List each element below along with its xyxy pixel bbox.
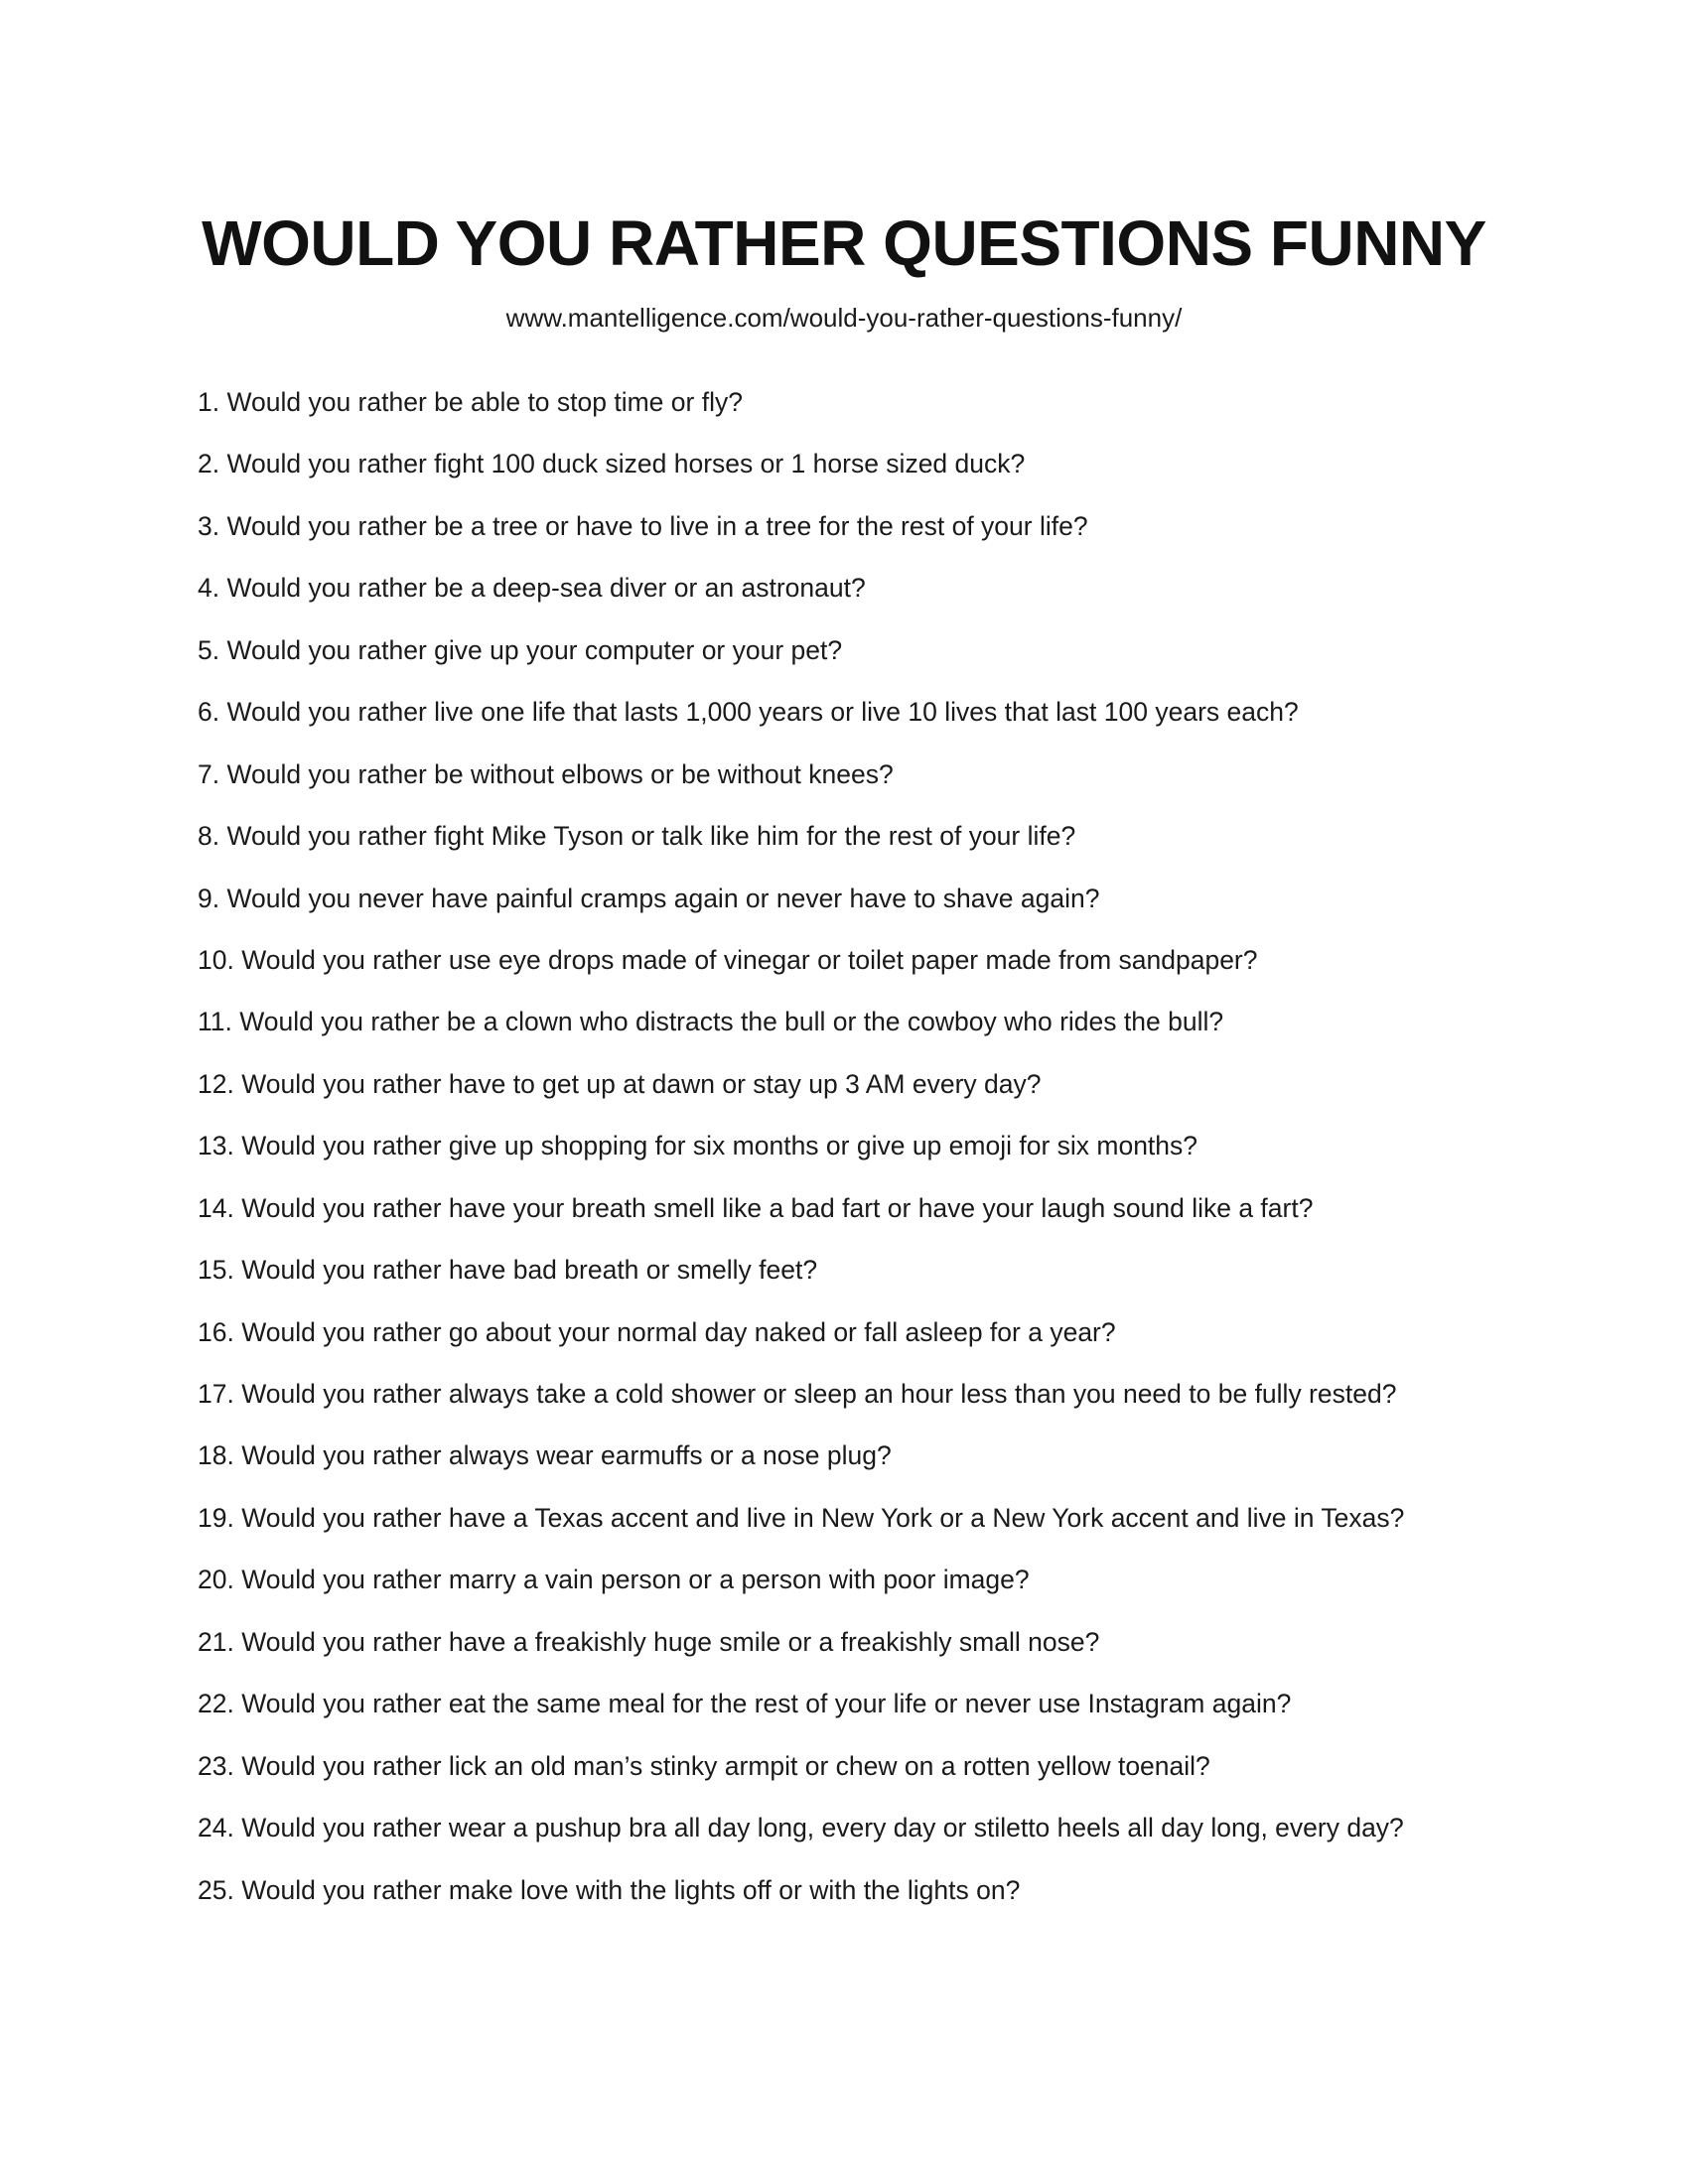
question-item: 5. Would you rather give up your computer or your pet? — [198, 634, 843, 665]
question-item: 20. Would you rather marry a vain person or a person with poor image? — [198, 1565, 1030, 1595]
question-item: 14. Would you rather have your breath smell like a bad fart or have your laugh sound like a fart? — [198, 1192, 1314, 1223]
question-item: 17. Would you rather always take a cold shower or sleep an hour less than you need to be fully rested? — [198, 1379, 1397, 1409]
page-title: WOULD YOU RATHER QUESTIONS FUNNY — [202, 207, 1486, 279]
question-item: 19. Would you rather have a Texas accent and live in New York or a New York accent and live in Texas? — [198, 1502, 1405, 1533]
question-item: 16. Would you rather go about your normal day naked or fall asleep for a year? — [198, 1316, 1116, 1347]
question-item: 2. Would you rather fight 100 duck sized horses or 1 horse sized duck? — [198, 449, 1026, 479]
question-list — [198, 384, 1588, 1934]
question-item: 7. Would you rather be without elbows or be without knees? — [198, 758, 894, 789]
source-url: www.mantelligence.com/would-you-rather-questions-funny/ — [505, 303, 1183, 333]
question-item: 11. Would you rather be a clown who distracts the bull or the cowboy who rides the bull? — [198, 1007, 1224, 1037]
question-item: 10. Would you rather use eye drops made of vinegar or toilet paper made from sandpaper? — [198, 944, 1258, 975]
question-item: 9. Would you never have painful cramps again or never have to shave again? — [198, 883, 1100, 913]
question-item: 15. Would you rather have bad breath or smelly feet? — [198, 1255, 818, 1286]
question-item: 24. Would you rather wear a pushup bra all day long, every day or stiletto heels all day long, every day? — [198, 1813, 1404, 1843]
question-item: 12. Would you rather have to get up at dawn or stay up 3 AM every day? — [198, 1068, 1042, 1099]
question-item: 23. Would you rather lick an old man’s stinky armpit or chew on a rotten yellow toenail? — [198, 1750, 1210, 1781]
question-item: 3. Would you rather be a tree or have to live in a tree for the rest of your life? — [198, 510, 1088, 541]
question-item: 6. Would you rather live one life that lasts 1,000 years or live 10 lives that last 100 years each? — [198, 697, 1299, 728]
question-item: 1. Would you rather be able to stop time or fly? — [198, 387, 743, 417]
question-item: 22. Would you rather eat the same meal for the rest of your life or never use Instagram again? — [198, 1689, 1292, 1719]
question-item: 25. Would you rather make love with the lights off or with the lights on? — [198, 1874, 1021, 1905]
question-item: 4. Would you rather be a deep-sea diver or an astronaut? — [198, 573, 866, 604]
question-item: 13. Would you rather give up shopping for six months or give up emoji for six months? — [198, 1131, 1198, 1161]
question-item: 21. Would you rather have a freakishly huge smile or a freakishly small nose? — [198, 1626, 1100, 1657]
question-item: 8. Would you rather fight Mike Tyson or talk like him for the rest of your life? — [198, 821, 1076, 852]
question-item: 18. Would you rather always wear earmuffs or a nose plug? — [198, 1440, 892, 1471]
